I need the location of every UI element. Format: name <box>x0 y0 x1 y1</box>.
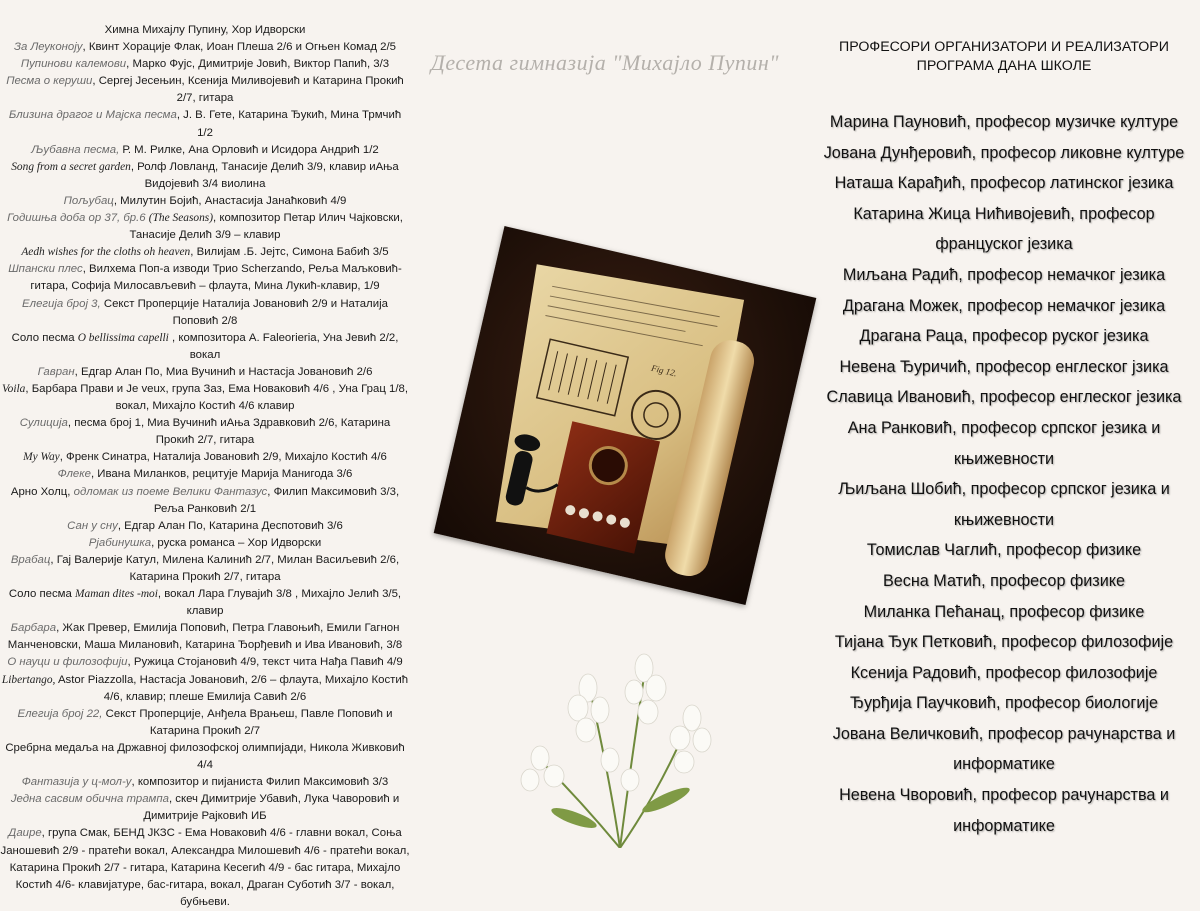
professor-item: Јована Величковић, професор рачунарства и информатике <box>832 724 1176 774</box>
figure-label: Fig 12. <box>650 362 678 379</box>
professor-item: Љиљана Шобић, професор српског језика и књижевности <box>838 480 1170 529</box>
professor-item: Марина Пауновић, професор музичке културе <box>829 113 1179 131</box>
program-item <box>0 22 410 39</box>
professor-item: Драгана Можек, професор немачког језика <box>842 296 1166 315</box>
program-item-title: Барбара <box>10 622 57 635</box>
program-item <box>0 552 410 586</box>
program-item <box>0 39 410 56</box>
program-item-text: , Ролф Ловланд, Танасије Делић 3/9, клавир иАња Видојевић 3/4 виолина <box>130 160 399 190</box>
program-item <box>0 740 410 774</box>
organizers-heading-line2: ПРОГРАМА ДАНА ШКОЛЕ <box>916 58 1092 74</box>
program-item-title: Близина драгог и Мајска песма <box>8 109 177 122</box>
program-item-text: , Сергеј Јесењин, Ксенија Миливојевић и Катарина Прокић 2/7, гитара <box>92 75 404 105</box>
professor-item: Миљана Радић, професор немачког језика <box>842 265 1166 284</box>
program-item-text: Astor Piazzolla, Настасја Јовановић, 2/6 – флаута, Михајло Костић 4/6, клавир; плеше Емилија Савић 2/6 <box>55 673 409 703</box>
program-item-text: , композитор и пијаниста Филип Максимовић 3/3 <box>131 776 389 789</box>
program-item <box>0 706 410 740</box>
program-item-title: Сан у сну <box>67 519 118 532</box>
program-item-text: Химна Михајлу Пупину, Хор Идворски <box>104 24 306 36</box>
professor-item: Томислав Чаглић, професор физике <box>866 541 1142 560</box>
program-item-text: , Ружица Стојановић 4/9, текст чита Нађа Павић 4/9 <box>127 656 403 669</box>
program-item-text: , Едгар Алан По, Катарина Деспотовић 3/6 <box>117 519 343 532</box>
program-item <box>0 654 410 671</box>
program-item-title: Song from a secret garden <box>11 160 131 173</box>
program-item-title: Годишња доба op 37, бр.6 <box>7 212 149 225</box>
program-item-title: Флеке <box>57 468 91 481</box>
program-item-title: Maman dites -moi <box>75 588 158 601</box>
program-item <box>0 535 410 552</box>
organizers-heading <box>806 38 1200 76</box>
professor-item: Тијана Ђук Петковић, професор филозофије <box>834 633 1174 652</box>
program-item-title: Рјабинушка <box>88 536 152 549</box>
program-item-title: За Леуконоју <box>13 41 83 54</box>
professor-item: Невена Чворовић, професор рачунарства и информатике <box>839 786 1169 835</box>
program-item <box>0 159 410 193</box>
program-item-title: Пољубац <box>63 194 114 207</box>
professor-item: Миланка Пећанац, професор физике <box>863 602 1145 621</box>
program-item-title: Aedh wishes for the cloths oh heaven <box>21 246 191 259</box>
program-item-text: , Вилијам .Б. Јејтс, Симона Бабић 3/5 <box>190 246 389 259</box>
program-item-text: , Вилхема Поп-а изводи Трио Scherzando, Реља Маљковић- гитара, Софија Милосављевић – флаута, Мина Лукић-клавир, 1/9 <box>30 263 402 293</box>
program-list <box>0 22 410 911</box>
program-item-text: , вокал Лара Глувајић 3/8 , Михајло Јелић 3/5, клавир <box>157 588 402 618</box>
program-item <box>0 672 410 706</box>
program-item-title: Врабац <box>10 553 51 566</box>
program-item-title: O bellissima capelli <box>77 331 169 344</box>
program-item-text: Арно Холц, <box>10 485 74 498</box>
program-item-text: , руска романса – Хор Идворски <box>151 536 322 549</box>
program-item-title: Фантазија у ц-мол-у <box>21 776 132 789</box>
professor-item: Ана Ранковић, професор српског језика и књижевности <box>847 418 1161 468</box>
program-item-text: , Гај Валерије Катул, Милена Калинић 2/7, Милан Васиљевић 2/6, Катарина Прокић 2/7, гитара <box>50 553 400 583</box>
program-item-text: , Жак Превер, Емилија Поповић, Петра Главоњић, Емили Гагнон Манченовски, Маша Милановић, Катарина Ђорђевић и Ива Ивановић, 3/8 <box>7 622 403 652</box>
program-item-title: Шпански плес <box>8 263 83 276</box>
telephone-parchment-photo <box>434 226 817 605</box>
professor-item: Драгана Раца, професор руског језика <box>859 327 1149 346</box>
program-item <box>0 210 410 244</box>
program-item-text: , Ивана Миланков, рецитује Марија Манигода 3/6 <box>90 468 353 481</box>
program-item <box>0 193 410 210</box>
professor-item: Катарина Жица Нићивојевић, професор француског језика <box>853 204 1155 254</box>
professor-item: Јована Дунђеровић, професор ликовне културе <box>823 143 1185 162</box>
professor-item: Невена Ђуричић, професор енглеског јзика <box>839 357 1169 376</box>
white-flowers-decoration <box>470 630 740 848</box>
program-item-text: , група Смак, БЕНД ЈКЗС - Ема Новаковић 4/6 - главни вокал, Соња Јаношевић 2/9 - пратећи вокал, Александра Милошевић 4/6 - пратећи вокал, Катарина Прокић 2/7 - гитара, Катарина Кесегић 4/9 - бас гитара, Михајло Костић 4/6- клавијатуре, бас-гитара, вокал, Драган Суботић 3/7 - вокал, бубњеви. <box>0 827 410 908</box>
program-item-text: , Филип Максимовић 3/3, Реља Ранковић 2/1 <box>153 485 400 515</box>
program-item-text: Секст Проперције, Анђела Врањеш, Павле Поповић и Катарина Прокић 2/7 <box>102 707 393 737</box>
program-item-title: О науци и филозофији <box>7 656 128 669</box>
program-item-text: , композитора А. Faleorieria, Уна Јевић 2/2, вокал <box>168 331 399 361</box>
professor-item: Ђурђија Паучковић, професор биологије <box>850 694 1158 713</box>
program-item-text: , Барбара Прави и Je veux, група Заз, Ема Новаковић 4/6 , Уна Грац 1/8, вокал, Михајло Костић 4/6 клавир <box>25 382 409 413</box>
program-item <box>0 791 410 825</box>
program-item-text: , Марко Фујс, Димитрије Јовић, Виктор Папић, 3/3 <box>126 58 390 71</box>
school-title: Десета гимназија "Михајло Пупин" <box>430 50 780 75</box>
program-item <box>0 466 410 483</box>
professor-item: Ксенија Радовић, професор филозофије <box>850 663 1158 682</box>
program-item <box>0 142 410 159</box>
program-item-text: , композитор Петар Илич Чајковски, Танасије Делић 3/9 – клавир <box>129 212 403 242</box>
program-item-title: Libertango, <box>1 673 56 686</box>
program-item-text: Секст Проперције Наталија Јовановић 2/9 и Наталија Поповић 2/8 <box>100 297 388 327</box>
program-item <box>0 518 410 535</box>
program-item <box>0 261 410 295</box>
program-item-title: Voila <box>1 382 26 395</box>
program-item-title: Сулиција <box>19 417 68 430</box>
program-item-title: Гавран <box>37 365 75 378</box>
program-item <box>0 449 410 466</box>
program-item-text: Соло песма <box>11 331 78 344</box>
program-item-title: Елегија број 22, <box>17 707 103 720</box>
program-item <box>0 56 410 73</box>
program-item <box>0 774 410 791</box>
program-item <box>0 73 410 107</box>
program-item-text: Сребрна медаља на Државној филозофској олимпијади, Никола Живковић 4/4 <box>5 741 405 772</box>
program-item-text: , Квинт Хорације Флак, Иоан Плеша 2/6 и Огњен Комад 2/5 <box>82 41 396 54</box>
program-item-title: My Way <box>23 451 60 464</box>
professor-item: Славица Ивановић, професор енглеског језика <box>826 388 1182 407</box>
program-item-title: Песма о керуши <box>6 75 93 88</box>
program-item <box>0 825 410 910</box>
professor-item: Наташа Карађић, професор латинског језика <box>834 174 1174 193</box>
program-item-text: , Едгар Алан По, Миа Вучинић и Настасја Јовановић 2/6 <box>74 365 373 378</box>
professors-list <box>806 107 1200 841</box>
program-item <box>0 330 410 364</box>
program-item-text: , скеч Димитрије Убавић, Лука Чаворовић и Димитрије Рајковић ИБ <box>143 793 400 823</box>
program-item-text: , Ј. В. Гете, Катарина Ђукић, Мина Трмчић 1/2 <box>176 109 402 139</box>
program-item <box>0 296 410 330</box>
program-item-text: , песма број 1, Миа Вучинић иАња Здравковић 2/6, Катарина Прокић 2/7, гитара <box>67 417 391 447</box>
program-item-title: Даире <box>8 827 42 840</box>
program-item-title: Пупинови калемови <box>20 58 127 71</box>
program-item-text: Р. М. Рилке, Ана Орловић и Исидора Андрић 1/2 <box>119 143 379 156</box>
program-item <box>0 620 410 654</box>
program-item <box>0 364 410 381</box>
program-item-title: Елегија број 3, <box>22 297 101 310</box>
professor-item: Весна Матић, професор физике <box>882 571 1126 590</box>
program-item <box>0 244 410 261</box>
program-item <box>0 415 410 449</box>
program-item-title: (The Seasons) <box>148 212 214 225</box>
organizers-heading-line1: ПРОФЕСОРИ ОРГАНИЗАТОРИ И РЕАЛИЗАТОРИ <box>839 39 1169 55</box>
program-item-title: Једна сасвим обична трампа <box>10 793 169 806</box>
program-item <box>0 484 410 518</box>
program-item-text: , Френк Синатра, Наталија Јовановић 2/9, Михајло Костић 4/6 <box>59 451 387 464</box>
program-item-text: , Милутин Бојић, Анастасија Јанаћковић 4/9 <box>113 194 347 207</box>
program-item <box>0 107 410 141</box>
program-item-text: Соло песма <box>8 588 76 601</box>
program-item-title: Љубавна песма, <box>31 143 120 156</box>
program-item <box>0 381 410 415</box>
program-item <box>0 586 410 620</box>
program-item-title: одломак из поеме Велики Фантазус <box>73 485 268 498</box>
